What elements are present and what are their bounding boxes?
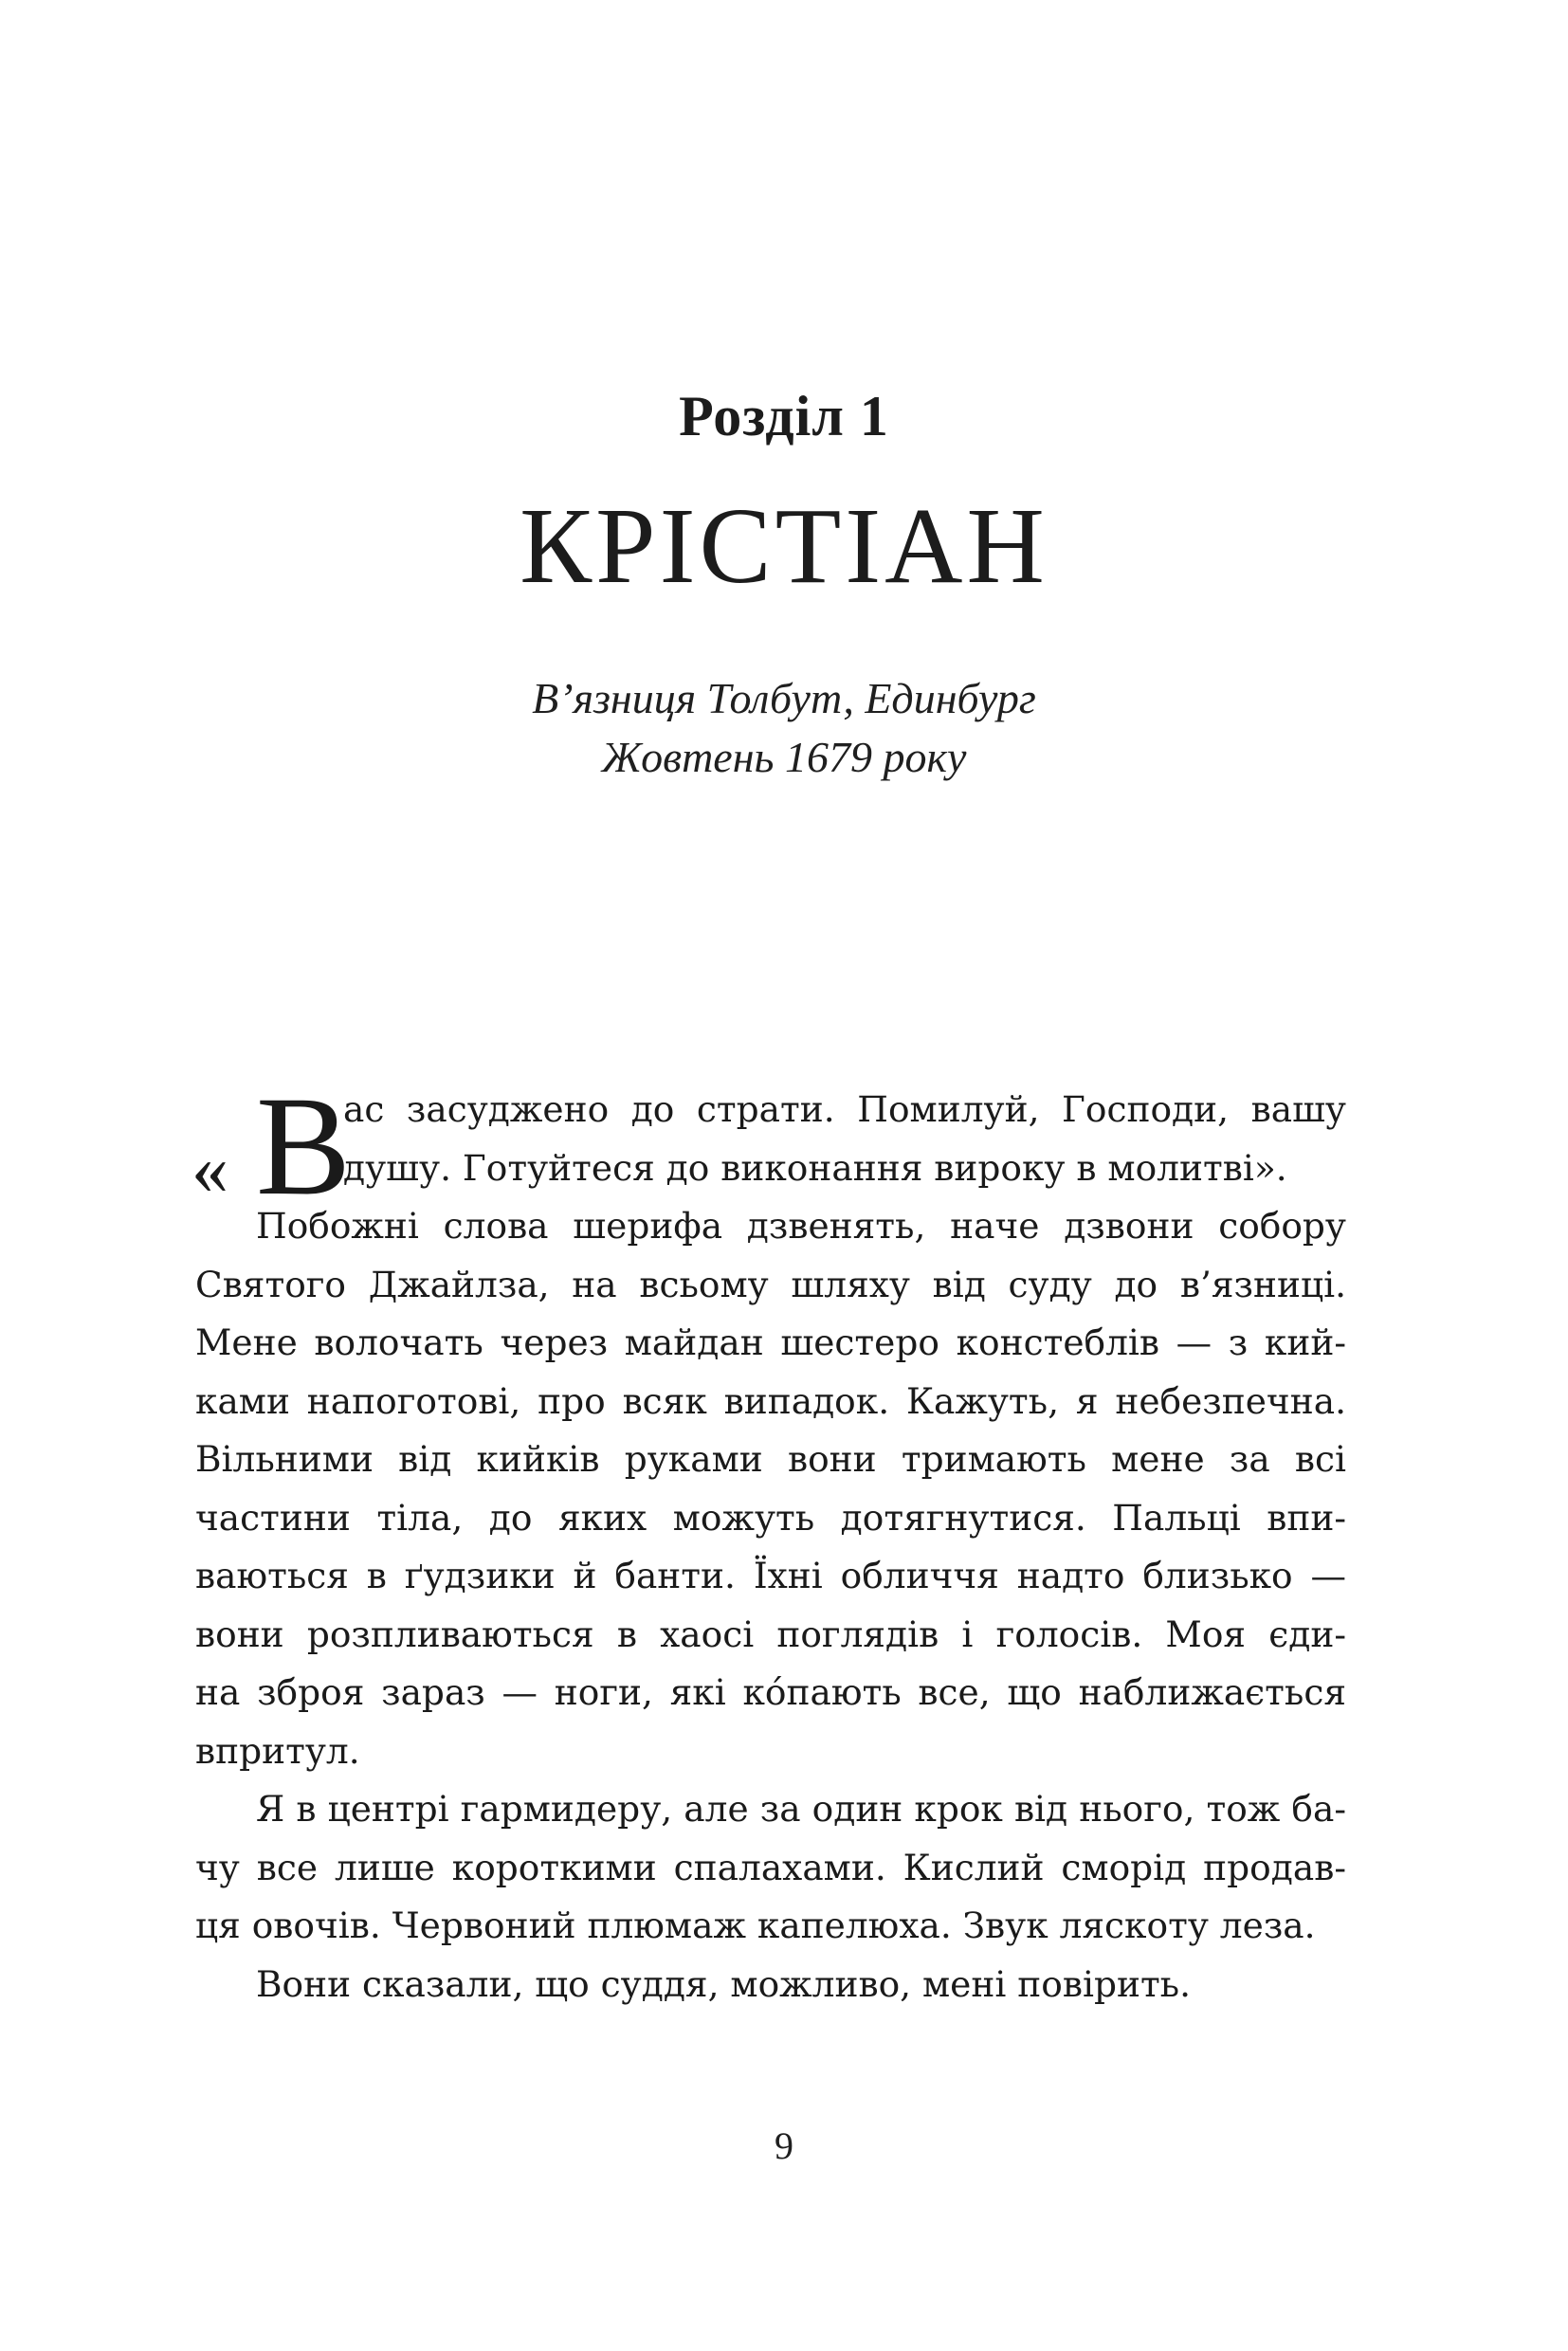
- opening-quote-mark: «: [191, 1127, 228, 1210]
- opening-paragraph: [191, 1067, 1346, 1225]
- chapter-date: Жовтень 1679 року: [601, 733, 967, 781]
- text-line: ками напоготові, про всяк випадок. Кажуть, я небезпечна.: [195, 1379, 1346, 1422]
- text-line: Вони сказали, що суддя, можливо, мені повірить.: [256, 1962, 1192, 2005]
- chapter-place: В’язниця Толбут, Единбург: [532, 674, 1036, 722]
- page-number: 9: [775, 2124, 793, 2167]
- chapter-title: КРІСТІАН: [520, 485, 1048, 606]
- text-line: ваються в ґудзики й банти. Їхні обличчя надто близько —: [195, 1555, 1346, 1596]
- drop-cap: В: [256, 1067, 352, 1225]
- text-line: Вільними від кийків руками вони тримають мене за всі: [195, 1438, 1346, 1480]
- text-line: Мене волочать через майдан шестеро констеблів — з кий-: [195, 1321, 1346, 1363]
- text-line: чу все лише короткими спалахами. Кислий сморід продав-: [195, 1846, 1346, 1888]
- text-line: душу. Готуйтеся до виконання вироку в молитві».: [343, 1146, 1287, 1189]
- text-line: на зброя зараз — ноги, які кóпають все, що наближається: [195, 1671, 1346, 1713]
- text-line: ас засуджено до страти. Помилуй, Господи, вашу: [343, 1088, 1346, 1130]
- chapter-number: Розділ 1: [679, 385, 889, 447]
- text-line: вони розпливаються в хаосі поглядів і голосів. Моя єди-: [195, 1613, 1346, 1655]
- text-line: Я в центрі гармидеру, але за один крок від нього, тож ба-: [256, 1788, 1346, 1830]
- text-line: впритул.: [195, 1729, 360, 1772]
- text-line: Святого Джайлза, на всьому шляху від суду до в’язниці.: [195, 1263, 1346, 1305]
- text-line: частини тіла, до яких можуть дотягнутися. Пальці впи-: [195, 1496, 1346, 1539]
- text-line: ця овочів. Червоний плюмаж капелюха. Звук ляскоту леза.: [195, 1904, 1316, 1946]
- body-lines: [195, 1197, 1346, 2014]
- chapter-body: [191, 1067, 1346, 2005]
- text-line: Побожні слова шерифа дзвенять, наче дзвони собору: [256, 1205, 1346, 1247]
